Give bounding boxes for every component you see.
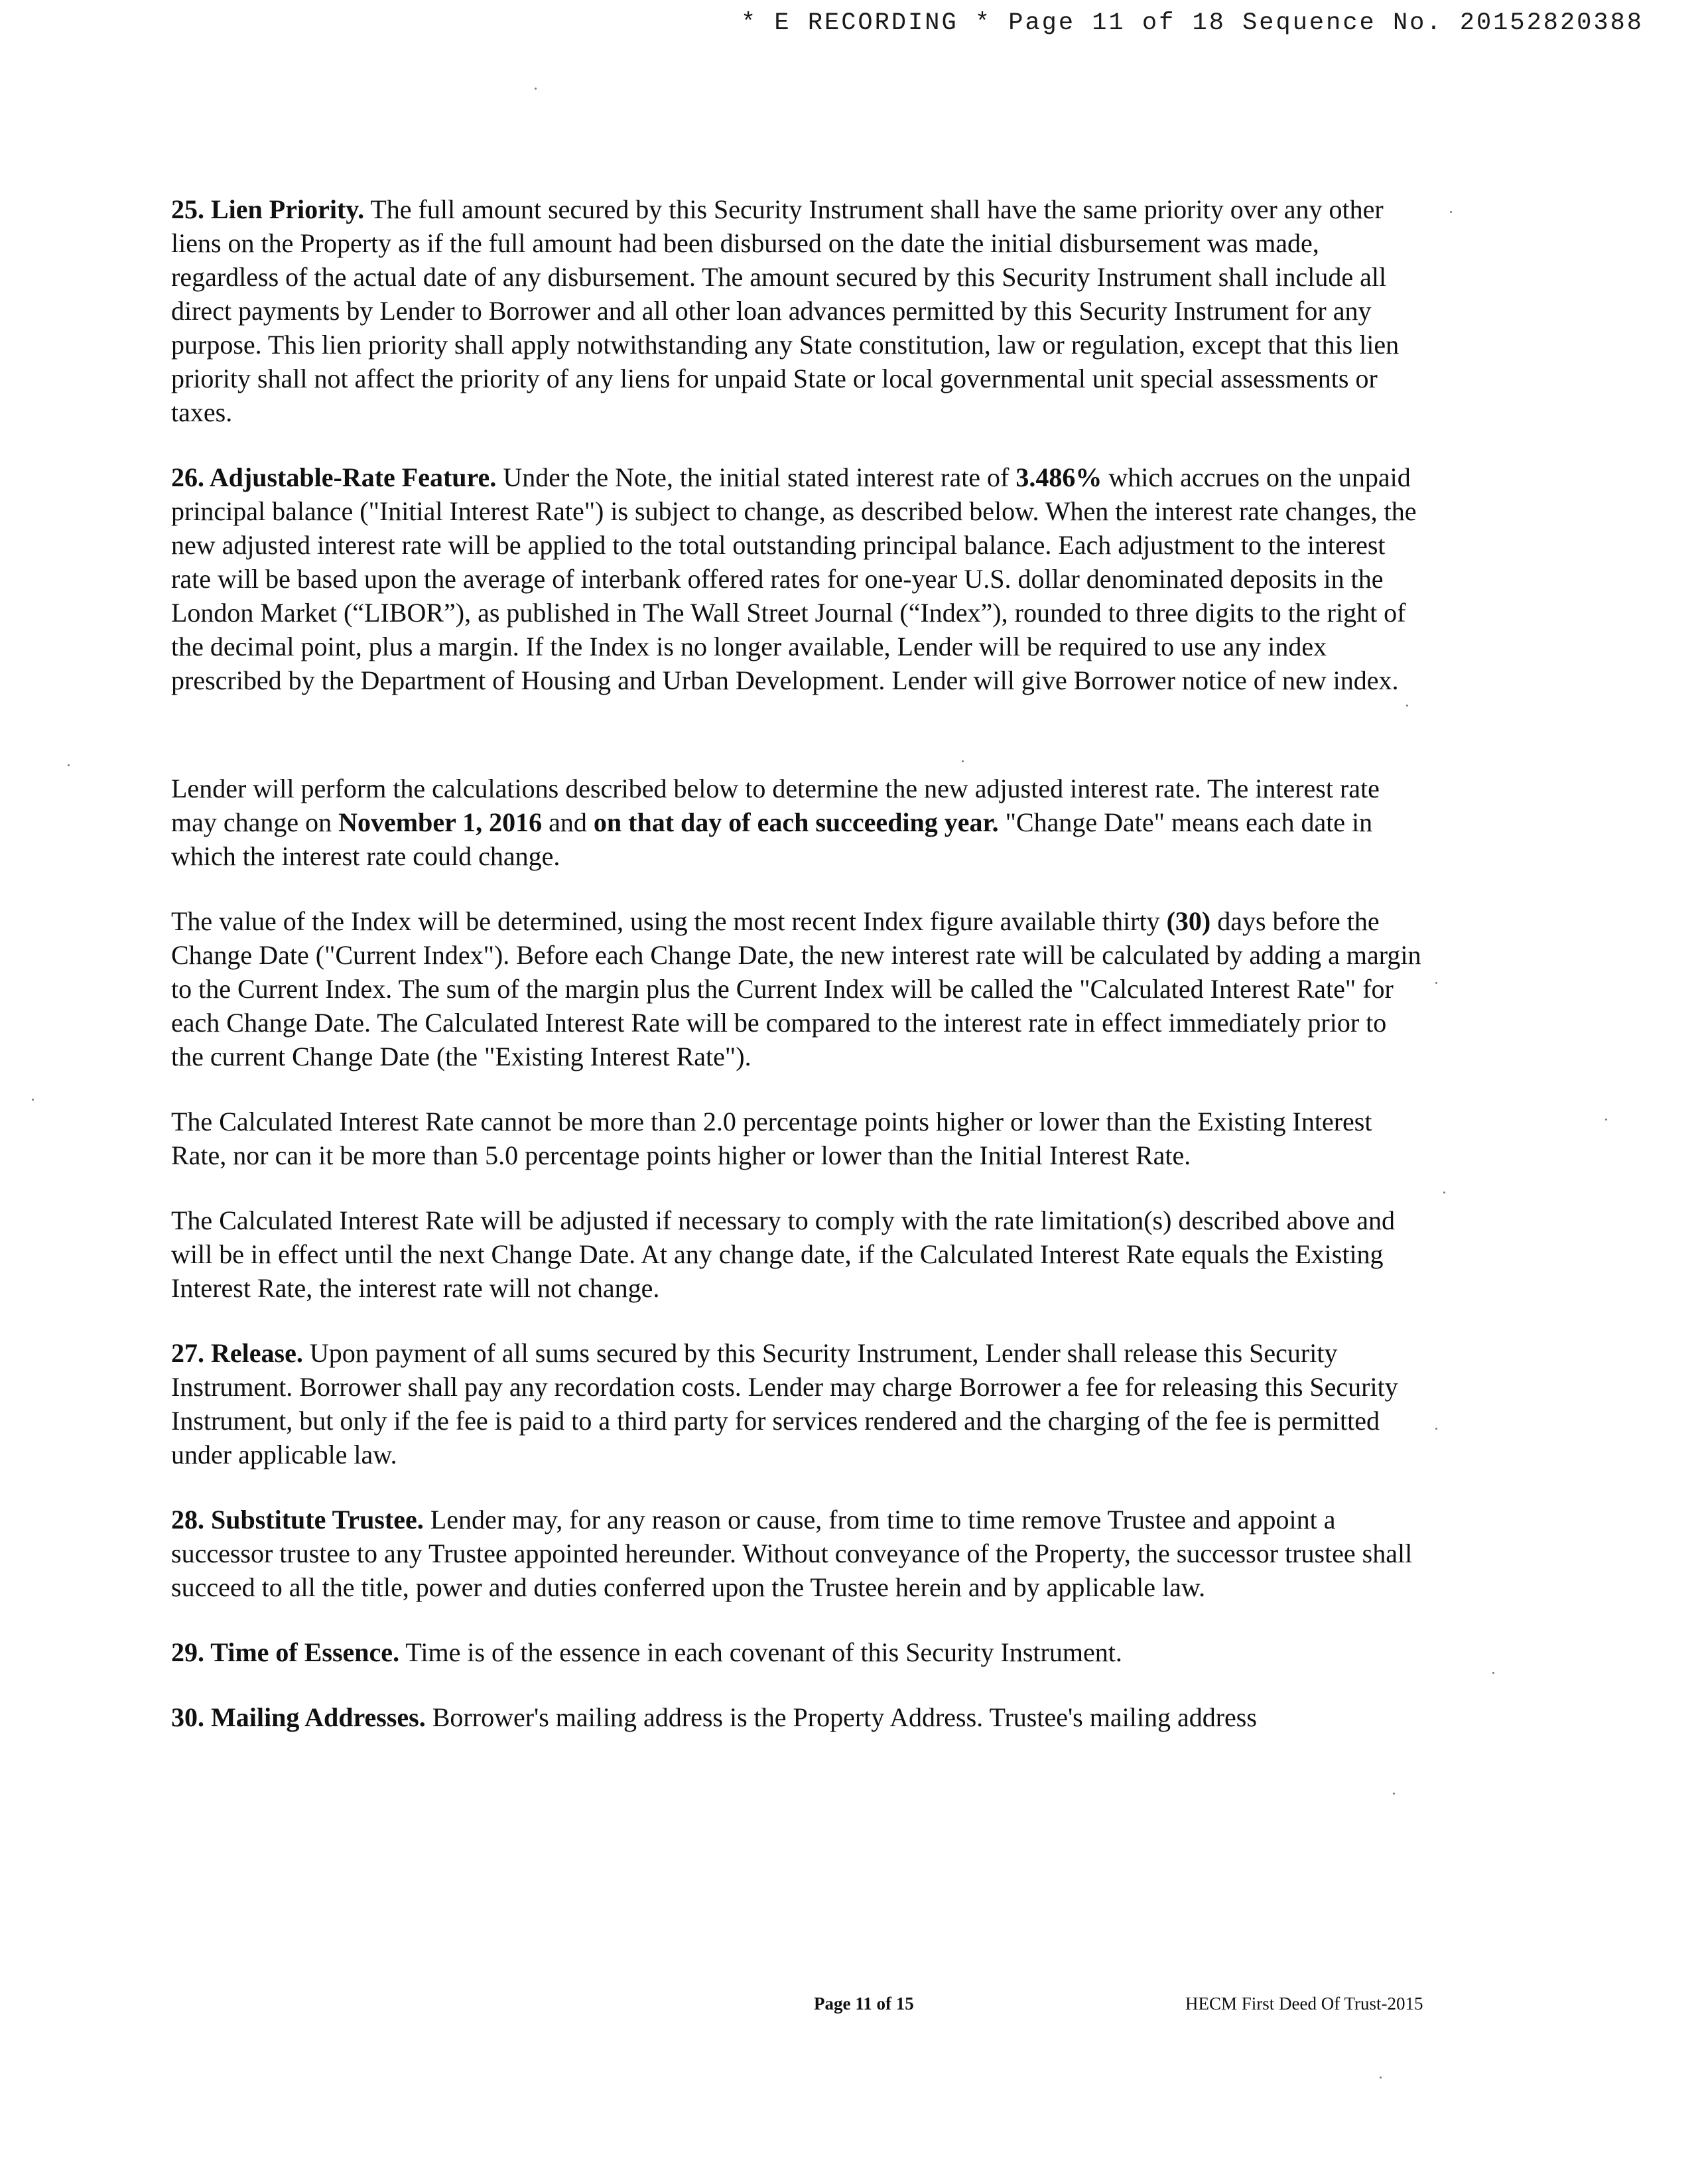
- scan-speck: [1393, 1793, 1395, 1795]
- first-change-date: November 1, 2016: [338, 807, 543, 837]
- section-heading: 29. Time of Essence.: [171, 1637, 400, 1667]
- change-recurrence: on that day of each succeeding year.: [593, 807, 999, 837]
- section-30-mailing-addresses: [171, 1700, 1425, 1734]
- paragraph-text: and: [542, 807, 594, 837]
- scan-speck: [1435, 1428, 1437, 1430]
- rate-limits-paragraph: The Calculated Interest Rate cannot be more than 2.0 percentage points higher or lower than the Existing Interest Rate, nor can it be more than 5.0 percentage points higher or lower than the Initial Interest Rate.: [171, 1107, 1372, 1170]
- footer-form-name: HECM First Deed Of Trust-2015: [1185, 1994, 1423, 2013]
- section-heading: 28. Substitute Trustee.: [171, 1505, 424, 1535]
- recording-header: * E RECORDING * Page 11 of 18 Sequence No. 20152820388: [741, 9, 1644, 37]
- scan-speck: [535, 88, 537, 90]
- section-text: which accrues on the unpaid principal balance ("Initial Interest Rate") is subject to change, as described below. When the interest rate changes, the new adjusted interest rate will be applied to the total outstanding principal balance. Each adjustment to the interest rate will be based upon the average of interbank offered rates for one-year U.S. dollar denominated deposits in the London Market (“LIBOR”), as published in The Wall Street Journal (“Index”), rounded to three digits to the right of the decimal point, plus a margin. If the Index is no longer available, Lender will be required to use any index prescribed by the Department of Housing and Urban Development. Lender will give Borrower notice of new index.: [171, 462, 1417, 695]
- section-text: Time is of the essence in each covenant of this Security Instrument.: [399, 1637, 1122, 1667]
- section-text: The full amount secured by this Security Instrument shall have the same priority over any other liens on the Property as if the full amount had been disbursed on the date the initial disbursement was made, regardless of the actual date of any disbursement. The amount secured by this Security Instrument shall include all direct payments by Lender to Borrower and all other loan advances permitted by this Security Instrument for any purpose. This lien priority shall apply notwithstanding any State constitution, law or regulation, except that this lien priority shall not affect the priority of any liens for unpaid State or local governmental unit special assessments or taxes.: [171, 194, 1400, 427]
- adjustment-paragraph: The Calculated Interest Rate will be adjusted if necessary to comply with the rate limitation(s) described above and will be in effect until the next Change Date. At any change date, if the Calculated Interest Rate equals the Existing Interest Rate, the interest rate will not change.: [171, 1205, 1395, 1303]
- initial-rate: 3.486%: [1015, 462, 1102, 492]
- index-value-paragraph: [171, 904, 1425, 1073]
- section-28-substitute-trustee: [171, 1503, 1425, 1604]
- section-text: Upon payment of all sums secured by this Security Instrument, Lender shall release this Security Instrument. Borrower shall pay any recordation costs. Lender may charge Borrower a fee for releasing this Security Instrument, but only if the fee is paid to a third party for services rendered and the charging of the fee is permitted under applicable law.: [171, 1338, 1398, 1469]
- scan-speck: [962, 760, 964, 762]
- document-body: [171, 192, 1425, 1734]
- section-27-release: [171, 1336, 1425, 1471]
- section-heading: 30. Mailing Addresses.: [171, 1702, 426, 1732]
- scan-speck: [1380, 2077, 1382, 2079]
- scan-speck: [1492, 1672, 1494, 1674]
- paragraph-text: days before the Change Date ("Current Index"). Before each Change Date, the new interest rate will be calculated by adding a margin to the Current Index. The sum of the margin plus the Current Index will be called the "Calculated Interest Rate" for each Change Date. The Calculated Interest Rate will be compared to the interest rate in effect immediately prior to the current Change Date (the "Existing Interest Rate").: [171, 906, 1421, 1071]
- paragraph-text: The value of the Index will be determined, using the most recent Index figure available thirty: [171, 906, 1167, 936]
- section-text: Lender may, for any reason or cause, from time to time remove Trustee and appoint a successor trustee to any Trustee appointed hereunder. Without conveyance of the Property, the successor trustee shall succeed to all the title, power and duties conferred upon the Trustee herein and by applicable law.: [171, 1505, 1413, 1602]
- scan-speck: [1443, 1192, 1445, 1194]
- section-heading: 27. Release.: [171, 1338, 303, 1368]
- lookback-days: (30): [1166, 906, 1211, 936]
- section-text: Borrower's mailing address is the Property Address. Trustee's mailing address: [425, 1702, 1257, 1732]
- scan-speck: [1435, 982, 1437, 984]
- scan-speck: [1450, 211, 1452, 213]
- section-heading: 25. Lien Priority.: [171, 194, 365, 224]
- scan-speck: [32, 1099, 34, 1101]
- paragraph-text: "Change Date" means each date in which the interest rate could change.: [171, 807, 1373, 871]
- scan-speck: [68, 764, 70, 766]
- section-29-time-of-essence: [171, 1635, 1425, 1669]
- section-25-lien-priority: [171, 192, 1425, 429]
- section-text: Under the Note, the initial stated interest rate of: [496, 462, 1016, 492]
- scan-speck: [1605, 1119, 1607, 1121]
- scan-speck: [1406, 705, 1408, 707]
- footer-page-number: Page 11 of 15: [814, 1994, 914, 2013]
- section-heading: 26. Adjustable-Rate Feature.: [171, 462, 497, 492]
- change-date-paragraph: [171, 772, 1425, 873]
- paragraph-text: Lender will perform the calculations described below to determine the new adjusted interest rate. The interest rate may change on: [171, 774, 1380, 837]
- section-26-adjustable-rate: [171, 460, 1425, 697]
